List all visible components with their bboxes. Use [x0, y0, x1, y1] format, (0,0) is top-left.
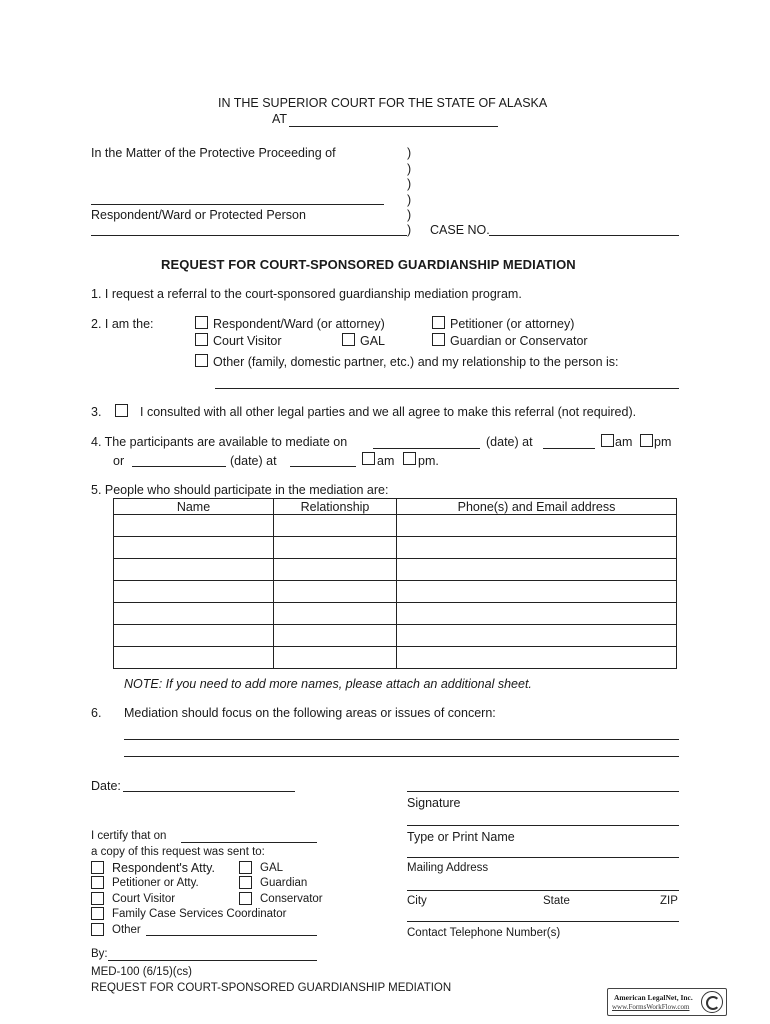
item-5-text: 5. People who should participate in the mediation are: — [91, 483, 389, 497]
table-header-row — [114, 499, 677, 515]
family-coordinator-checkbox[interactable] — [91, 907, 104, 920]
city-label: City — [407, 895, 427, 907]
contact-cell[interactable] — [397, 515, 677, 537]
family-coordinator-label: Family Case Services Coordinator — [112, 908, 287, 920]
table-row — [114, 625, 677, 647]
cert-court-visitor-label: Court Visitor — [112, 893, 176, 905]
logo-url[interactable]: www.FormsWorkFlow.com — [612, 1003, 690, 1011]
name-cell[interactable] — [114, 581, 274, 603]
logo-emblem-icon — [701, 991, 723, 1013]
date-field[interactable] — [123, 791, 295, 792]
item-6-number: 6. — [91, 706, 102, 720]
pm-label-2: pm. — [418, 454, 439, 468]
petitioner-option-label: Petitioner (or attorney) — [450, 317, 575, 331]
type-name-label: Type or Print Name — [407, 830, 515, 844]
name-cell[interactable] — [114, 647, 274, 669]
respondent-option-label: Respondent/Ward (or attorney) — [213, 317, 385, 331]
mediation-time-2-field[interactable] — [290, 466, 356, 467]
table-row — [114, 515, 677, 537]
court-visitor-option-label: Court Visitor — [213, 334, 282, 348]
certify-sent-label: a copy of this request was sent to: — [91, 846, 265, 858]
cert-other-field[interactable] — [146, 935, 317, 936]
state-label: State — [543, 895, 570, 907]
other-relationship-checkbox[interactable] — [195, 354, 208, 367]
consulted-checkbox[interactable] — [115, 404, 128, 417]
or-label: or — [113, 454, 125, 468]
guardian-option-label: Guardian or Conservator — [450, 334, 588, 348]
date-at-label-2: (date) at — [230, 454, 277, 468]
relationship-cell[interactable] — [274, 603, 397, 625]
paren: ) — [407, 223, 412, 237]
publisher-logo — [607, 988, 727, 1016]
form-title: REQUEST FOR COURT-SPONSORED GUARDIANSHIP MEDIATION — [161, 257, 576, 272]
signature-label: Signature — [407, 796, 461, 810]
cert-gal-checkbox[interactable] — [239, 861, 252, 874]
mailing-address-label: Mailing Address — [407, 862, 489, 874]
printed-name-field[interactable] — [407, 857, 679, 858]
cert-guardian-checkbox[interactable] — [239, 876, 252, 889]
by-field[interactable] — [108, 960, 317, 961]
table-row — [114, 581, 677, 603]
column-header-relationship: Relationship — [274, 499, 397, 515]
mailing-address-field[interactable] — [407, 890, 679, 891]
relationship-cell[interactable] — [274, 515, 397, 537]
respondent-atty-label: Respondent's Atty. — [112, 861, 215, 875]
caption-bottom-rule — [91, 235, 407, 236]
relationship-cell[interactable] — [274, 647, 397, 669]
relationship-cell[interactable] — [274, 625, 397, 647]
petitioner-atty-checkbox[interactable] — [91, 876, 104, 889]
certify-label: I certify that on — [91, 830, 167, 842]
column-header-contact: Phone(s) and Email address — [397, 499, 677, 515]
respondent-label: Respondent/Ward or Protected Person — [91, 208, 306, 222]
petitioner-atty-label: Petitioner or Atty. — [112, 877, 199, 889]
am-1-checkbox[interactable] — [601, 434, 614, 447]
matter-label: In the Matter of the Protective Proceeding of — [91, 146, 336, 160]
guardian-checkbox[interactable] — [432, 333, 445, 346]
am-label-2: am — [377, 454, 395, 468]
contact-cell[interactable] — [397, 603, 677, 625]
item-2-label: 2. I am the: — [91, 317, 154, 331]
item-4-text: 4. The participants are available to mediate on — [91, 435, 348, 449]
phone-label: Contact Telephone Number(s) — [407, 927, 561, 939]
contact-cell[interactable] — [397, 647, 677, 669]
gal-checkbox[interactable] — [342, 333, 355, 346]
mediation-date-2-field[interactable] — [132, 466, 226, 467]
cert-guardian-label: Guardian — [260, 877, 308, 889]
respondent-checkbox[interactable] — [195, 316, 208, 329]
issues-field-line-1[interactable] — [124, 739, 679, 740]
name-cell[interactable] — [114, 559, 274, 581]
contact-cell[interactable] — [397, 625, 677, 647]
paren: ) — [407, 177, 412, 191]
am-label: am — [615, 435, 633, 449]
court-location-field[interactable] — [289, 126, 498, 127]
am-2-checkbox[interactable] — [362, 452, 375, 465]
paren: ) — [407, 162, 412, 176]
table-row — [114, 559, 677, 581]
pm-1-checkbox[interactable] — [640, 434, 653, 447]
cert-other-label: Other — [112, 924, 141, 936]
certify-date-field[interactable] — [181, 842, 317, 843]
mediation-time-1-field[interactable] — [543, 448, 595, 449]
item-6-text: Mediation should focus on the following areas or issues of concern: — [124, 706, 496, 720]
relationship-field[interactable] — [215, 388, 679, 389]
name-cell[interactable] — [114, 625, 274, 647]
item-3-number: 3. — [91, 405, 102, 419]
gal-option-label: GAL — [360, 334, 386, 348]
relationship-cell[interactable] — [274, 581, 397, 603]
respondent-atty-checkbox[interactable] — [91, 861, 104, 874]
form-id: MED-100 (6/15)(cs) — [91, 966, 192, 978]
zip-label: ZIP — [660, 895, 678, 907]
name-cell[interactable] — [114, 515, 274, 537]
paren: ) — [407, 208, 412, 222]
name-cell[interactable] — [114, 537, 274, 559]
name-cell[interactable] — [114, 603, 274, 625]
printed-name-rule — [407, 825, 679, 826]
pm-label: pm — [654, 435, 672, 449]
date-at-label: (date) at — [486, 435, 533, 449]
column-header-name: Name — [114, 499, 274, 515]
table-row — [114, 603, 677, 625]
logo-company-name: American LegalNet, Inc. — [614, 993, 693, 1002]
other-relationship-label: Other (family, domestic partner, etc.) and my relationship to the person is: — [213, 355, 619, 369]
petitioner-checkbox[interactable] — [432, 316, 445, 329]
date-label: Date: — [91, 779, 121, 793]
footer-form-title: REQUEST FOR COURT-SPONSORED GUARDIANSHIP MEDIATION — [91, 982, 452, 994]
paren: ) — [407, 193, 412, 207]
by-label: By: — [91, 948, 108, 960]
item-1-text: 1. I request a referral to the court-sponsored guardianship mediation program. — [91, 287, 522, 301]
cert-conservator-label: Conservator — [260, 893, 323, 905]
mediation-date-1-field[interactable] — [373, 448, 480, 449]
court-visitor-checkbox[interactable] — [195, 333, 208, 346]
contact-cell[interactable] — [397, 581, 677, 603]
respondent-name-field[interactable] — [91, 204, 384, 205]
participants-table — [113, 498, 677, 669]
relationship-cell[interactable] — [274, 559, 397, 581]
cert-other-checkbox[interactable] — [91, 923, 104, 936]
city-state-zip-field[interactable] — [407, 921, 679, 922]
cert-court-visitor-checkbox[interactable] — [91, 892, 104, 905]
pm-2-checkbox[interactable] — [403, 452, 416, 465]
paren: ) — [407, 146, 412, 160]
case-no-field[interactable] — [489, 235, 679, 236]
table-row — [114, 537, 677, 559]
cert-conservator-checkbox[interactable] — [239, 892, 252, 905]
relationship-cell[interactable] — [274, 537, 397, 559]
court-heading: IN THE SUPERIOR COURT FOR THE STATE OF ALASKA — [218, 96, 548, 110]
case-no-label: CASE NO. — [430, 223, 490, 237]
contact-cell[interactable] — [397, 537, 677, 559]
table-row — [114, 647, 677, 669]
table-note: NOTE: If you need to add more names, please attach an additional sheet. — [124, 677, 532, 691]
signature-field[interactable] — [407, 791, 679, 792]
issues-field-line-2[interactable] — [124, 756, 679, 757]
contact-cell[interactable] — [397, 559, 677, 581]
cert-gal-label: GAL — [260, 862, 284, 874]
at-label: AT — [272, 112, 288, 126]
item-3-text: I consulted with all other legal parties and we all agree to make this referral (not required). — [140, 405, 637, 419]
